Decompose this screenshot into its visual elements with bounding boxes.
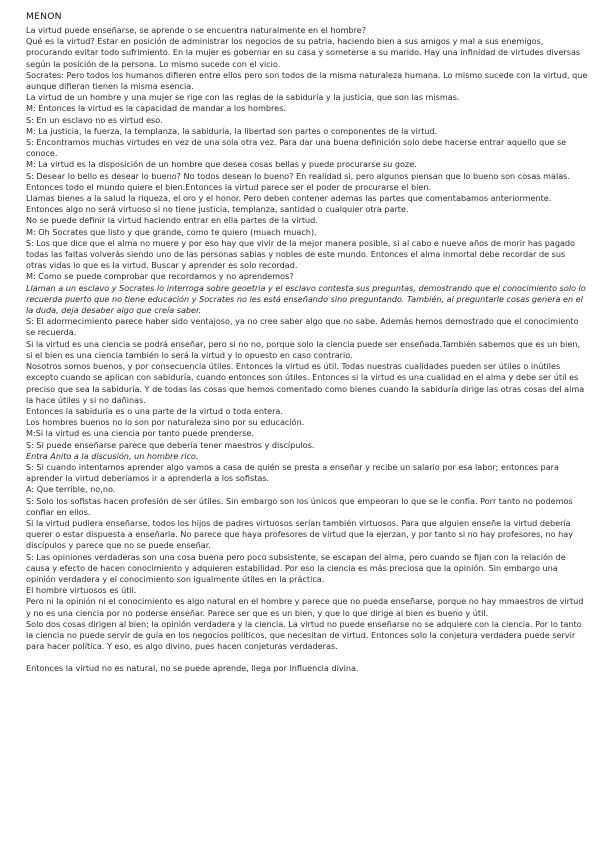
narration-paragraph: Llaman a un esclavo y Socrates lo interroga sobre geoetria y el esclavo contesta sus preguntas, demostrando que el conocimiento solo lo recuerda puerto que no tiene educación y Socrates no les está enseñando sino preguntando. También, al preguntarle cosas genera en el la duda, deja desaber algo que creía saber.	[26, 282, 586, 316]
paragraph: Solo dos cosas dirigen al bien; la opinión verdadera y la ciencia. La virtud no puede enseñarse no se adquiere con la ciencia. Por lo tanto la ciencia no puede servir de guía en los negocios políticos, que necesitan de virtud. Entonces solo la conjetura verdadera puede servir para hacer política. Y eso, es algo divino, pues hacen conjeturas verdaderas.	[26, 618, 582, 652]
paragraph: S: Desear lo bello es desear lo bueno? No todos desean lo bueno? En realidad si, pero algunos piensan que lo bueno son cosas malas. Entonces todo el mundo quiere el bien.Entonces la virtud parece ser el poder de procurarse el bien.	[26, 170, 570, 192]
paragraph: El hombre virtuosos es útil.	[26, 585, 137, 596]
paragraph: Llamas bienes a la salud la riqueza, el oro y el honor. Pero deben contener ademas las partes que comentabamos anteriormente. Entonces algo no será virtuoso si no tiene justicia, templanza, santidad o cualquier otra parte.	[26, 193, 552, 215]
paragraph: S: En un esclavo no es virtud eso.	[26, 114, 163, 125]
paragraph: Socrates: Pero todos los humanos difieren entre ellos pero son todos de la misma naturaleza humana. Lo mismo sucede con la virtud, que aunque difieran tienen la misma esencia.	[26, 69, 588, 92]
paragraph: M: Entonces la virtud es la capacidad de mandar a los hombres.	[26, 103, 286, 114]
paragraph: S: Los que dice que el alma no muere y por eso hay que vivir de la mejor manera posible, si al cabo e nueve años de morir has pagado todas las faltas volverás siendo uno de las personas sabias y nobles de este mundo. Entonces el alma inmortal debe recordar de sus otras vidas lo que es la virtud. Buscar y aprender es solo recordad.	[26, 237, 576, 271]
paragraph: Si la virtud es una ciencia se podrá enseñar, pero si no no, porque solo la ciencia puede ser enseñada.También sabemos que es un bien, si el bien es una ciencia también lo será la virtud y lo opuesto en caso contrario.	[26, 338, 581, 360]
paragraph: Nosotros somos buenos, y por consecuencia útiles. Entonces la virtud es útil. Todas nuestras cualidades pueden ser útiles o inútiles excepto cuando se aplican con sabiduría, cuando entonces son útiles. Entonces si la virtud es una cualidad en el alma y debe ser útil es preciso que sea la sabiduría. Y de todas las cosas que hemos comentado como bienes cuando la sabiduría dirige las otras cosas del alma la hace útiles y si no dañinas.	[26, 361, 585, 405]
paragraph: S: Si cuando intentamos aprender algo vamos a casa de quién se presta a enseñar y recibe un salario por esa labor; entonces para aprender la virtud deberíamos ir a aprenderla a los sofistas.	[26, 461, 559, 484]
paragraph: S: El adormecimiento parece haber sido ventajoso, ya no cree saber algo que no sabe. Además hemos demostrado que el conocimiento se recuerda.	[26, 316, 579, 338]
paragraph: La virtud de un hombre y una mujer se rige con las reglas de la sabiduría y la justicia, que son las mismas.	[26, 92, 460, 103]
narration-paragraph: Entra Anito a la discusión, un hombre rico.	[26, 450, 199, 461]
paragraph: La virtud puede enseñarse, se aprende o se encuentra naturalmente en el hombre?	[26, 25, 367, 35]
paragraph-gap	[26, 652, 588, 663]
paragraph: Entonces la sabiduría es o una parte de la virtud o toda entera.	[26, 405, 283, 416]
paragraph: S: Las opiniones verdaderas son una cosa buena pero poco subsistente, se escapan del alma, pero cuando se fijan con la relación de causa y efecto de hacen conocimiento y adquieren estabilidad. Por eso la ciencia es más preciosa que la opinión. Sin embargo una opinión verdadera y el conocimiento son igualmente útiles en la práctica.	[26, 551, 566, 584]
document-title: MENON	[26, 11, 62, 22]
document-body	[26, 25, 588, 675]
paragraph: Qué es la virtud? Estar en posición de administrar los negocios de su patria, haciendo bien a sus amigos y mal a sus enemigos, procurando evitar todo sufrimiento. En la mujer es gobernar en su casa y someterse a su marido. Hay una infinidad de virtudes diversas según la posición de la persona. Lo mismo sucede con el vicio.	[26, 36, 581, 69]
paragraph: M: La virtud es la disposición de un hombre que desea cosas bellas y puede procurarse su goze.	[26, 159, 417, 170]
paragraph: M:Si la virtud es una ciencia por tanto puede prenderse.	[26, 428, 254, 439]
paragraph: A: Que terrible, no,no.	[26, 484, 116, 495]
paragraph: No se puede definir la virtud haciendo entrar en ella partes de la virtud.	[26, 215, 318, 226]
paragraph: Pero ni la opinión ni el conocimiento es algo natural en el hombre y parece que no pueda enseñarse, porque no hay mmaestros de virtud y no es una ciencia por no poderse enseñar. Parece ser que es un bien, y que lo que dirige al bien es bueno y útil.	[26, 596, 584, 618]
paragraph: M: La justicia, la fuerza, la templanza, la sabiduría, la libertad son partes o componentes de la virtud.	[26, 125, 438, 136]
paragraph: Si la virtud pudiera enseñarse, todos los hijos de padres virtuosos serían también virtuosos. Para que alguien enseñe la virtud debería querer o estar dispuesta a enseñarla. No parece que haya profesores de virtud que la ejerzan, y por tanto si no hay profesores, no hay discípulos y parece que no se puede enseñar.	[26, 517, 574, 551]
paragraph: S: Solo los sofistas hacen profesión de ser útiles. Sin embargo son los únicos que empeoran lo que se le confía. Porr tanto no podemos confiar en ellos.	[26, 495, 573, 517]
paragraph: S: Encontramos muchas virtudes en vez de una sola otra vez. Para dar una buena definición solo debe hacerse entrar aquello que se conoce.	[26, 137, 567, 159]
paragraph: M: Oh Socrates que listo y que grande, como te quiero (muach muach).	[26, 226, 317, 237]
paragraph: Entonces la virtud no es natural, no se puede aprende, llega por influencia divina.	[26, 663, 359, 674]
paragraph: S: Si puede enseñarse parece que debería tener maestros y discípulos.	[26, 439, 315, 450]
paragraph: Los hombres buenos no lo son por naturaleza sino por su educación.	[26, 417, 305, 428]
paragraph: M: Como se puede comprobar que recordamos y no aprendemos?	[26, 271, 294, 282]
